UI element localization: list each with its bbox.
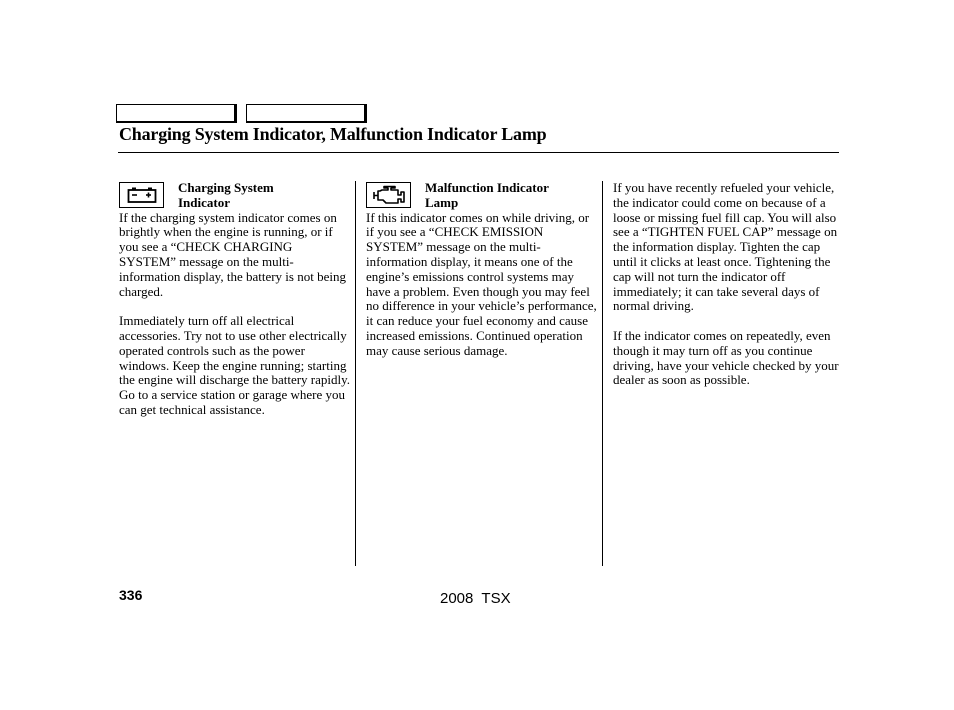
section-heading: Malfunction Indicator Lamp — [425, 180, 549, 210]
section-charging-system — [119, 181, 351, 433]
section-fuel-cap-note — [613, 181, 841, 403]
page-title: Charging System Indicator, Malfunction Indicator Lamp — [119, 124, 547, 144]
paragraph: Go to a service station or garage where you can get technical assistance. — [119, 387, 345, 417]
nav-tab-main-menu[interactable] — [116, 104, 237, 123]
paragraph: If this indicator comes on while driving, or if you see a “CHECK EMISSION SYSTEM” message on the multi-information display, it means one of the engine’s emissions control systems may have a problem. Even though you may feel no difference in your vehicle’s performance, it can reduce your fuel economy and cause increased emissions. Continued operation may cause serious damage. — [366, 209, 597, 358]
paragraph: If the charging system indicator comes on brightly when the engine is running, or if you see a “CHECK CHARGING SYSTEM” message on the multi-information display, the battery is not being charged. — [119, 209, 346, 299]
footer-model: 2008 TSX — [440, 590, 511, 607]
paragraph: If you have recently refueled your vehicle, the indicator could come on because of a loose or missing fuel fill cap. You will also see a “TIGHTEN FUEL CAP” message on the information display. Tighten the cap until it clicks at least once. Tightening the cap will not turn the indicator off immediately; it can take several days of normal driving. — [613, 180, 838, 314]
nav-tab-table-of-contents[interactable] — [246, 104, 367, 123]
page-number: 336 — [119, 587, 143, 603]
title-rule — [118, 152, 839, 153]
paragraph: Immediately turn off all electrical accessories. Try not to use other electrically operated controls such as the power windows. Keep the engine running; starting the engine will discharge the battery rapidly. — [119, 313, 351, 388]
section-malfunction-indicator — [366, 181, 598, 373]
column-divider — [355, 181, 356, 566]
engine-icon — [366, 182, 411, 208]
battery-icon — [119, 182, 164, 208]
paragraph: If the indicator comes on repeatedly, even though it may turn off as you continue driving, have your vehicle checked by your dealer as soon as possible. — [613, 327, 839, 388]
column-divider — [602, 181, 603, 566]
section-heading: Charging System Indicator — [178, 180, 274, 210]
